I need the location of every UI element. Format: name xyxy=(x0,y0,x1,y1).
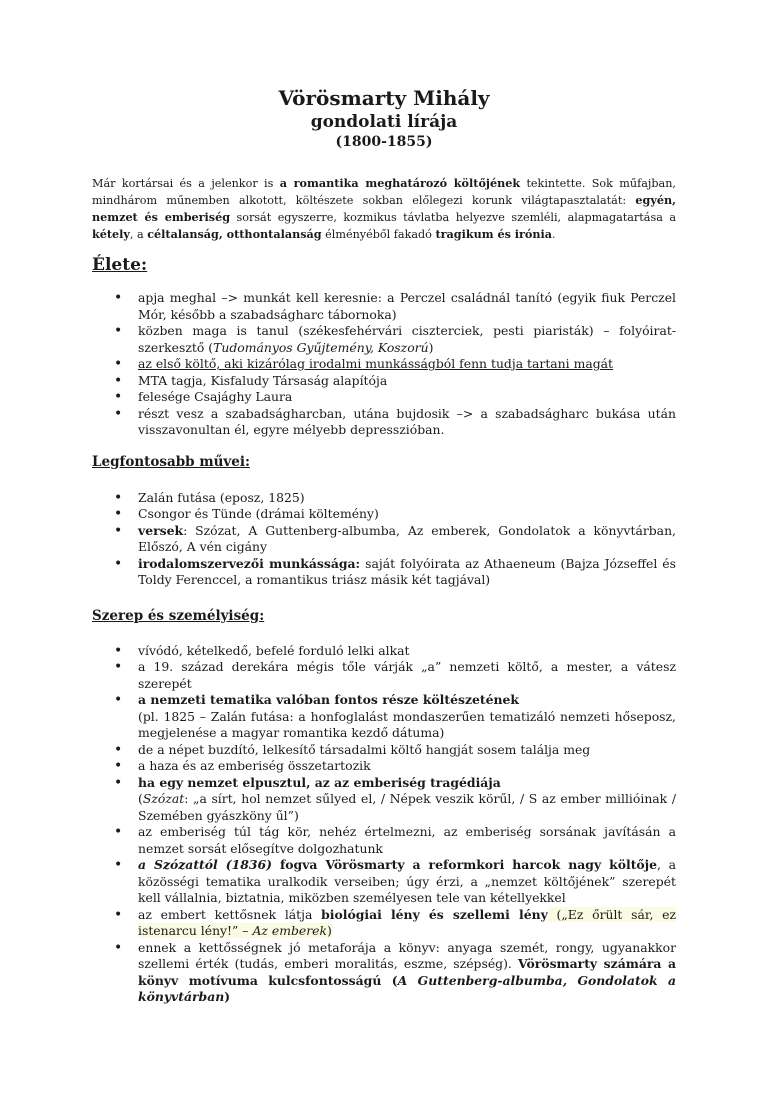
list-item: • az embert kettősnek látja biológiai lény és szellemi lény („Ez őrült sár, ez istenarcu lény!” – Az emberek) xyxy=(92,907,676,940)
list-item: • versek: Szózat, A Guttenberg-albumba, Az emberek, Gondolatok a könyvtárban, Előszó, A vén cigány xyxy=(92,523,676,556)
intro-bold: a romantika meghatározó költőjének xyxy=(279,176,521,190)
document-page xyxy=(0,86,768,1110)
list-item: • a 19. század derekára mégis tőle várják „a” nemzeti költő, a mester, a vátesz szerepét xyxy=(92,659,676,692)
list-item: • az első költő, aki kizárólag irodalmi munkásságból fenn tudja tartani magát xyxy=(92,356,676,373)
list-item: • felesége Csajághy Laura xyxy=(92,389,676,406)
muvei-list xyxy=(92,490,676,589)
list-item: • az emberiség túl tág kör, nehéz értelmezni, az emberiség sorsának javításán a nemzet sorsát elősegítve dolgozhatunk xyxy=(92,824,676,857)
intro-bold: egyén, nemzet és emberiség xyxy=(92,193,676,224)
intro-bold: tragikum és irónia xyxy=(435,227,553,241)
list-item: • a nemzeti tematika valóban fontos része költészetének (pl. 1825 – Zalán futása: a honfoglalást mondaszerűen tematizáló nemzeti hőseposz, megjelenése a magyar romantika kezdő dátuma) xyxy=(92,692,676,742)
highlighted-quote: („Ez őrült sár, ez istenarcu lény!” – Az emberek) xyxy=(138,906,677,939)
section-heading-szerep: Szerep és személyiség: xyxy=(92,607,265,624)
intro-text: Már kortársai és a jelenkor is xyxy=(92,177,280,190)
document-subtitle: gondolati lírája xyxy=(310,112,458,132)
list-item: • részt vesz a szabadságharcban, utána bujdosik –> a szabadságharc bukása után visszavonultan él, egyre mélyebb depresszióban. xyxy=(92,406,676,439)
intro-text: . xyxy=(552,228,556,241)
section-heading-muvei: Legfontosabb művei: xyxy=(92,453,250,470)
intro-text: élményéből fakadó xyxy=(321,228,436,241)
title-block xyxy=(92,86,676,152)
list-item: • apja meghal –> munkát kell keresnie: a Perczel családnál tanító (egyik fiuk Perczel Mór, később a szabadságharc tábornoka) xyxy=(92,290,676,323)
list-item: • ha egy nemzet elpusztul, az az emberiség tragédiája (Szózat: „a sírt, hol nemzet sűlyed el, / Népek veszik körűl, / S az ember millióinak / Szemében gyászköny űl”) xyxy=(92,775,676,825)
list-item: • de a népet buzdító, lelkesítő társadalmi költő hangját sosem találja meg xyxy=(92,742,676,759)
list-item: • MTA tagja, Kisfaludy Társaság alapítója xyxy=(92,373,676,390)
intro-bold: kétely xyxy=(92,227,130,241)
intro-paragraph xyxy=(92,175,676,243)
document-title: Vörösmarty Mihály xyxy=(278,86,490,110)
list-item: • Zalán futása (eposz, 1825) xyxy=(92,490,676,507)
intro-text: tekintette. Sok műfajban, mindhárom műnemben alkotott, költészete sokban előlegezi korunk világtapasztalatát: xyxy=(92,177,676,207)
list-item: • vívódó, kételkedő, befelé forduló lelki alkat xyxy=(92,643,676,660)
intro-text: , a xyxy=(129,228,148,241)
list-item: • közben maga is tanul (székesfehérvári ciszterciek, pesti piaristák) – folyóirat-szerkesztő (Tudományos Gyűjtemény, Koszorú) xyxy=(92,323,676,356)
intro-text: sorsát egyszerre, kozmikus távlatba helyezve szemléli, alapmagatartása a xyxy=(230,211,676,224)
list-item: • Csongor és Tünde (drámai költemény) xyxy=(92,506,676,523)
list-item: • irodalomszervezői munkássága: saját folyóirata az Athaeneum (Bajza Józseffel és Toldy Ferenccel, a romantikus triász másik két tagjával) xyxy=(92,556,676,589)
elete-list xyxy=(92,290,676,439)
life-years: (1800-1855) xyxy=(335,134,433,150)
list-item: • a haza és az emberiség összetartozik xyxy=(92,758,676,775)
section-heading-elete: Élete: xyxy=(92,255,148,276)
list-item: • a Szózattól (1836) fogva Vörösmarty a reformkori harcok nagy költője, a közösségi tematika uralkodik verseiben; úgy érzi, a „nemzet költőjének” szerepét kell vállalnia, biztatnia, miközben személyesen tele van kétellyekkel xyxy=(92,857,676,907)
szerep-list xyxy=(92,643,676,1006)
list-item: • ennek a kettősségnek jó metaforája a könyv: anyaga szemét, rongy, ugyanakkor szellemi érték (tudás, emberi moralitás, eszme, szépség). Vörösmarty számára a könyv motívuma kulcsfontosságú (A Guttenberg-albumba, Gondolatok a könyvtárban) xyxy=(92,940,676,1006)
intro-bold: céltalanság, otthontalanság xyxy=(147,227,322,241)
